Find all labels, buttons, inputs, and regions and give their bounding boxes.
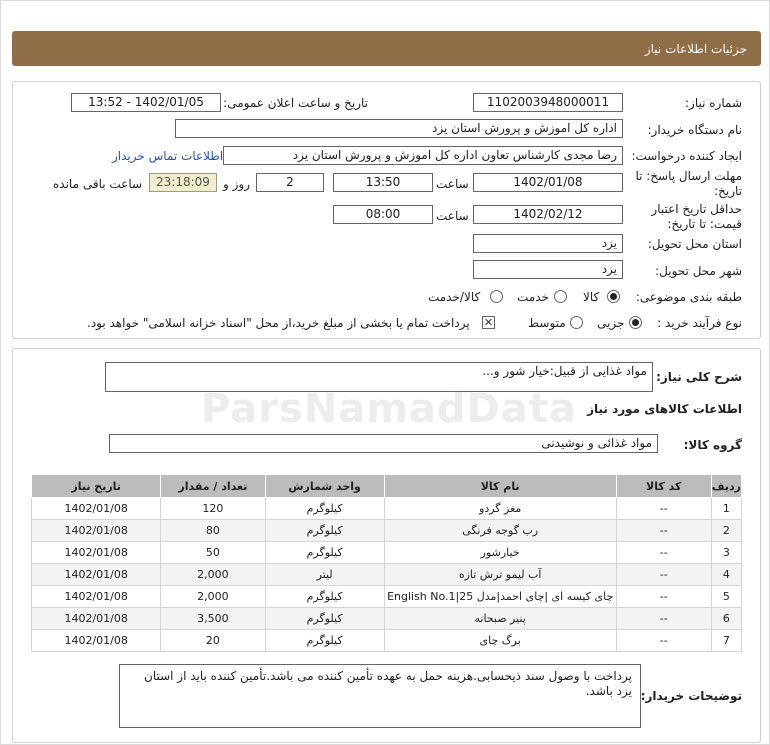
days-field: 2 <box>256 173 324 192</box>
validity-label-1: حداقل تاریخ اعتبار <box>651 202 742 216</box>
table-row <box>32 498 742 520</box>
validity-label-2: قیمت: تا تاریخ: <box>667 217 742 231</box>
deadline-date-field: 1402/01/08 <box>473 173 623 192</box>
payment-checkbox[interactable]: ✕ <box>483 316 494 329</box>
col-qty-header: تعداد / مقدار <box>161 475 265 498</box>
cell-code: -- <box>616 520 711 542</box>
panel-header <box>12 31 761 66</box>
announce-label: تاریخ و ساعت اعلان عمومی: <box>223 96 368 110</box>
goods-info-title: اطلاعات کالاهای مورد نیاز <box>587 402 742 416</box>
cell-row: 4 <box>711 564 741 586</box>
table-row <box>32 630 742 652</box>
process-label: نوع فرآیند خرید : <box>657 316 742 330</box>
col-date-header: تاریخ نیاز <box>32 475 161 498</box>
col-row-header: ردیف <box>711 475 741 498</box>
col-code-header: کد کالا <box>616 475 711 498</box>
cell-unit: کیلوگرم <box>265 498 384 520</box>
buyer-notes-label: توضیحات خریدار: <box>640 689 742 703</box>
table-row <box>32 542 742 564</box>
cell-code: -- <box>616 630 711 652</box>
items-table-header <box>32 475 742 498</box>
contact-buyer-link[interactable]: اطلاعات تماس خریدار <box>112 149 224 163</box>
cell-code: -- <box>616 586 711 608</box>
cell-code: -- <box>616 608 711 630</box>
cell-name: رب گوجه فرنگی <box>384 520 616 542</box>
buyer-org-field: اداره کل اموزش و پرورش استان یزد <box>175 119 623 138</box>
city-field: یزد <box>473 260 623 279</box>
cell-row: 2 <box>711 520 741 542</box>
cell-row: 5 <box>711 586 741 608</box>
process-radio-minor[interactable] <box>629 316 642 329</box>
announce-field: 1402/01/05 - 13:52 <box>71 93 221 112</box>
deadline-label-2: تاریخ: <box>714 184 742 198</box>
col-unit-header: واحد شمارش <box>265 475 384 498</box>
cell-date: 1402/01/08 <box>32 586 161 608</box>
cell-unit: کیلوگرم <box>265 520 384 542</box>
items-table <box>31 474 742 652</box>
cell-qty: 80 <box>161 520 265 542</box>
category-radio-goods-service[interactable] <box>490 290 503 303</box>
description-label: شرح کلی نیاز: <box>656 370 742 384</box>
table-row <box>32 564 742 586</box>
cell-qty: 50 <box>161 542 265 564</box>
remaining-label: ساعت باقی مانده <box>53 177 143 191</box>
process-radio-medium[interactable] <box>570 316 583 329</box>
cell-row: 1 <box>711 498 741 520</box>
category-option-goods-service: کالا/خدمت <box>428 290 481 304</box>
cell-name: چای کیسه ای |چای احمد|مدل English No.1|25 <box>384 586 616 608</box>
cell-name: پنیر صبحانه <box>384 608 616 630</box>
deadline-label-1: مهلت ارسال پاسخ: تا <box>635 169 742 183</box>
table-row <box>32 520 742 542</box>
description-field: مواد غذایی از قبیل:خیار شور و... <box>105 362 653 392</box>
cell-row: 3 <box>711 542 741 564</box>
category-radio-service[interactable] <box>554 290 567 303</box>
category-label: طبقه بندی موضوعی: <box>635 290 742 304</box>
cell-qty: 2,000 <box>161 586 265 608</box>
days-label: روز و <box>223 177 250 191</box>
col-name-header: نام کالا <box>384 475 616 498</box>
group-label: گروه کالا: <box>683 438 742 452</box>
need-number-label: شماره نیاز: <box>685 96 742 110</box>
category-option-service: خدمت <box>517 290 549 304</box>
cell-qty: 2,000 <box>161 564 265 586</box>
cell-date: 1402/01/08 <box>32 498 161 520</box>
group-field: مواد غذائی و نوشیدنی <box>109 434 658 453</box>
cell-date: 1402/01/08 <box>32 608 161 630</box>
cell-row: 6 <box>711 608 741 630</box>
process-option-minor: جزیی <box>597 316 625 330</box>
table-row <box>32 586 742 608</box>
cell-unit: کیلوگرم <box>265 542 384 564</box>
cell-date: 1402/01/08 <box>32 564 161 586</box>
remaining-time-field: 23:18:09 <box>149 173 217 192</box>
process-option-medium: متوسط <box>528 316 566 330</box>
cell-qty: 20 <box>161 630 265 652</box>
cell-row: 7 <box>711 630 741 652</box>
cell-name: مغز گردو <box>384 498 616 520</box>
cell-name: خیارشور <box>384 542 616 564</box>
cell-code: -- <box>616 542 711 564</box>
buyer-notes-field: پرداخت با وصول سند ذیحسابی.هزینه حمل به عهده تأمین کننده می باشد.تأمین کننده باید از استان یزد باشد. <box>119 664 641 728</box>
cell-unit: کیلوگرم <box>265 586 384 608</box>
validity-time-label: ساعت <box>436 209 469 223</box>
cell-date: 1402/01/08 <box>32 630 161 652</box>
cell-name: آب لیمو ترش تازه <box>384 564 616 586</box>
cell-unit: کیلوگرم <box>265 630 384 652</box>
panel-title: جزئیات اطلاعات نیاز <box>644 41 747 56</box>
creator-label: ایجاد کننده درخواست: <box>631 149 742 163</box>
creator-field: رضا مجدی کارشناس تعاون اداره کل اموزش و پرورش استان یزد <box>223 146 623 165</box>
table-row <box>32 608 742 630</box>
category-radio-goods[interactable] <box>607 290 620 303</box>
cell-qty: 120 <box>161 498 265 520</box>
province-field: یزد <box>473 234 623 253</box>
cell-date: 1402/01/08 <box>32 520 161 542</box>
cell-code: -- <box>616 564 711 586</box>
need-number-field: 1102003948000011 <box>473 93 623 112</box>
validity-time-field: 08:00 <box>333 205 433 224</box>
deadline-time-label: ساعت <box>436 177 469 191</box>
category-option-goods: کالا <box>583 290 600 304</box>
cell-unit: لیتر <box>265 564 384 586</box>
validity-date-field: 1402/02/12 <box>473 205 623 224</box>
payment-note: پرداخت تمام یا بخشی از مبلغ خرید،از محل "اسناد خزانه اسلامی" خواهد بود. <box>87 316 470 330</box>
cell-unit: کیلوگرم <box>265 608 384 630</box>
province-label: استان محل تحویل: <box>647 237 742 251</box>
city-label: شهر محل تحویل: <box>655 264 742 278</box>
cell-code: -- <box>616 498 711 520</box>
cell-qty: 3,500 <box>161 608 265 630</box>
buyer-org-label: نام دستگاه خریدار: <box>647 123 742 137</box>
deadline-time-field: 13:50 <box>333 173 433 192</box>
cell-name: برگ چای <box>384 630 616 652</box>
cell-date: 1402/01/08 <box>32 542 161 564</box>
